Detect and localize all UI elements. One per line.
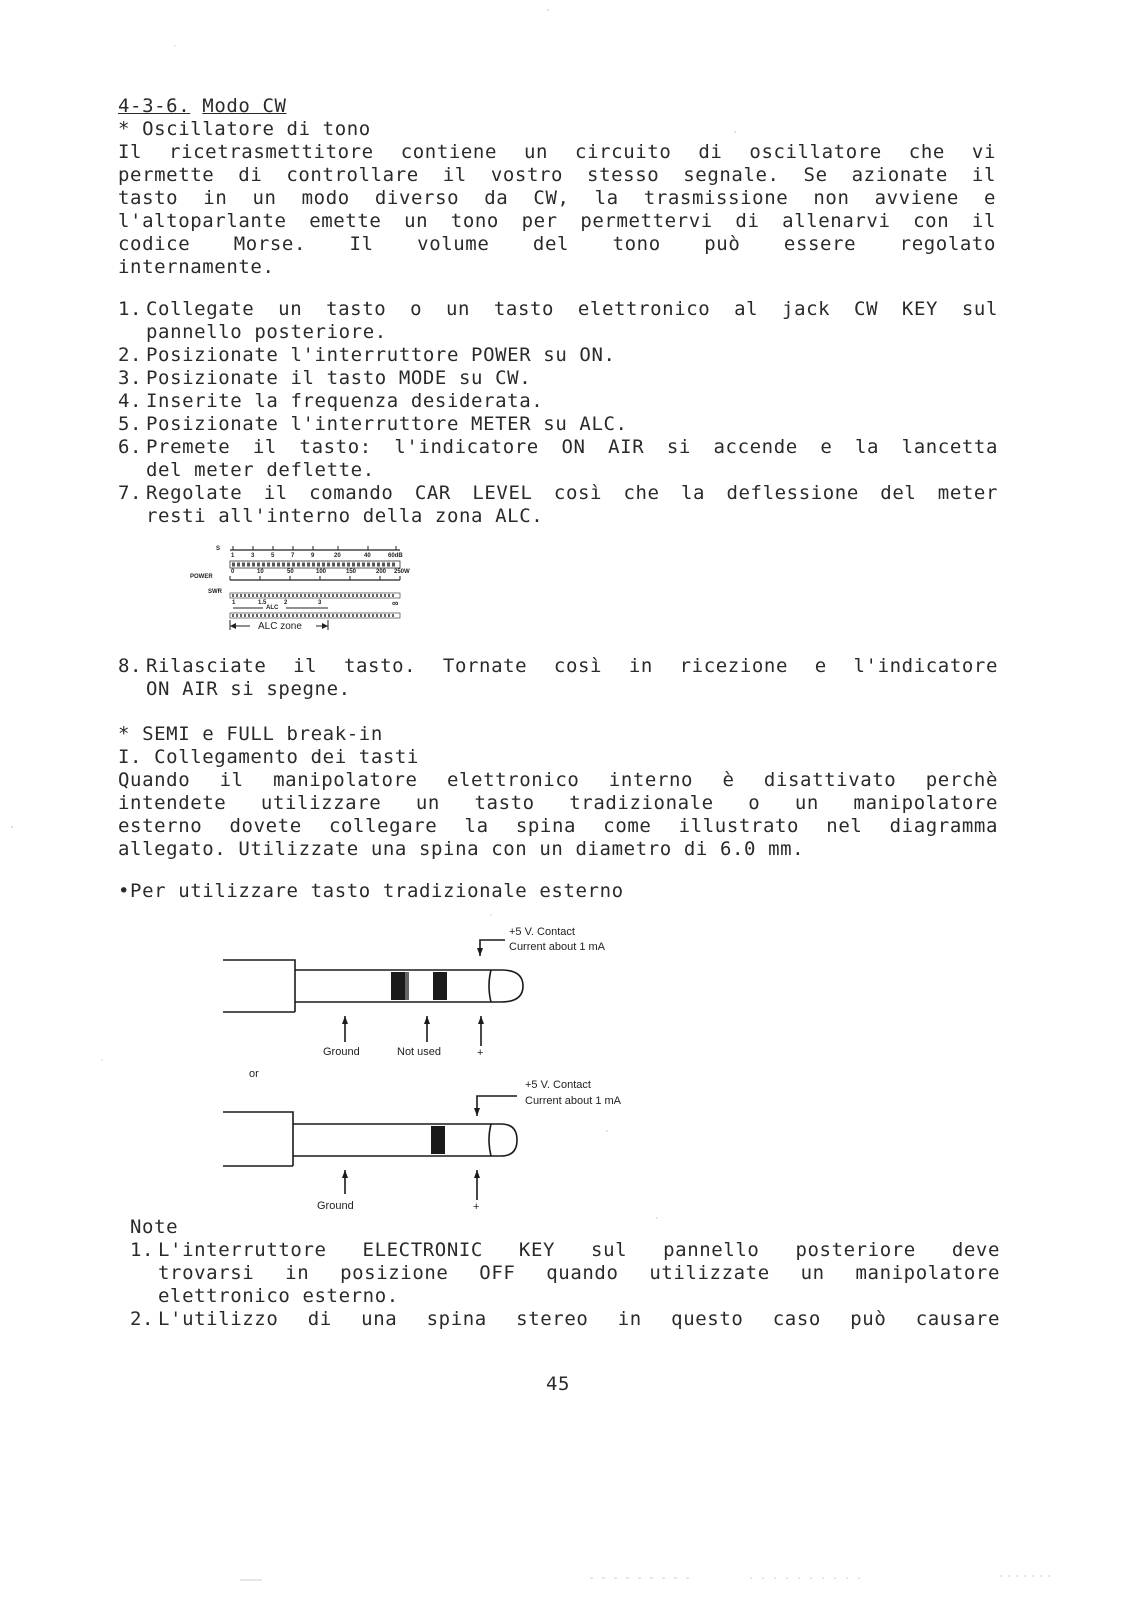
not-used-label: Not used bbox=[397, 1046, 442, 1058]
paragraph-line: internamente. bbox=[118, 256, 275, 278]
breakin-paragraph bbox=[118, 769, 998, 861]
step-text: Collegate un tasto o un tasto elettronico al jack CW KEY sul bbox=[146, 298, 998, 320]
ground-label: Ground bbox=[323, 1046, 360, 1058]
list-item bbox=[118, 390, 998, 413]
power-scale-label: POWER bbox=[190, 574, 213, 580]
list-item bbox=[118, 344, 998, 367]
step-text: Regolate il comando CAR LEVEL così che la deflessione del meter bbox=[146, 482, 998, 504]
steps-list bbox=[118, 298, 998, 528]
paragraph-line: allegato. Utilizzate una spina con un diametro di 6.0 mm. bbox=[118, 838, 805, 860]
plus-label: + bbox=[477, 1047, 484, 1059]
power-tick-label: 50 bbox=[287, 569, 294, 575]
s-tick-label: 60dB bbox=[388, 553, 403, 559]
step-8 bbox=[118, 655, 998, 701]
step-number: 5. bbox=[118, 413, 143, 435]
power-tick-label: 10 bbox=[257, 569, 264, 575]
plug-section-text: Per utilizzare tasto tradizionale esterno bbox=[130, 880, 624, 902]
swr-tick-label: 1 bbox=[232, 600, 236, 606]
power-tick-label: 150 bbox=[346, 569, 357, 575]
s-tick-label: 20 bbox=[334, 553, 341, 559]
breakin-heading: * SEMI e FULL break-in bbox=[118, 723, 383, 745]
meter-scale-drawing bbox=[188, 542, 418, 642]
section-title: Modo CW bbox=[202, 95, 287, 117]
s-tick-label: 1 bbox=[231, 553, 235, 559]
step-number: 3. bbox=[118, 367, 143, 389]
swr-tick-label: ∞ bbox=[392, 598, 399, 608]
power-tick-label: 0 bbox=[231, 569, 235, 575]
page-number: 45 bbox=[546, 1373, 571, 1395]
paragraph-line: esterno dovete collegare la spina come illustrato nel diagramma bbox=[118, 815, 998, 837]
s-tick-label: 40 bbox=[364, 553, 371, 559]
plug-diagram-drawing bbox=[215, 920, 675, 1220]
step-number: 7. bbox=[118, 482, 143, 504]
alc-label: ALC bbox=[266, 605, 279, 611]
section-heading bbox=[118, 95, 287, 118]
alc-zone-label: ALC zone bbox=[258, 621, 302, 632]
list-item bbox=[118, 655, 998, 701]
s-tick-label: 5 bbox=[271, 553, 275, 559]
s-tick-label: 9 bbox=[311, 553, 315, 559]
step-text: Posizionate il tasto MODE su CW. bbox=[146, 367, 532, 389]
contact-current-label: Current about 1 mA bbox=[509, 941, 605, 953]
notes-heading: Note bbox=[130, 1216, 179, 1238]
paragraph-line: permette di controllare il vostro stesso segnale. Se azionate il bbox=[118, 164, 996, 186]
s-tick-label: 3 bbox=[251, 553, 255, 559]
paragraph-line: codice Morse. Il volume del tono può essere regolato bbox=[118, 233, 996, 255]
step-text: Premete il tasto: l'indicatore ON AIR si accende e la lancetta bbox=[146, 436, 998, 458]
step-text: pannello posteriore. bbox=[146, 321, 387, 343]
step-number: 4. bbox=[118, 390, 143, 412]
swr-tick-label: 2 bbox=[284, 600, 288, 606]
list-item bbox=[130, 1308, 1000, 1331]
step-number: 8. bbox=[118, 655, 143, 677]
paragraph-line: intendete utilizzare un tasto tradizionale o un manipolatore bbox=[118, 792, 998, 814]
step-number: 6. bbox=[118, 436, 143, 458]
step-text: Inserite la frequenza desiderata. bbox=[146, 390, 544, 412]
s-tick-label: 7 bbox=[291, 553, 295, 559]
note-text: L'utilizzo di una spina stereo in questo caso può causare bbox=[158, 1308, 1000, 1330]
breakin-subheading: I. Collegamento dei tasti bbox=[118, 746, 419, 768]
or-label: or bbox=[249, 1068, 259, 1080]
list-item bbox=[118, 436, 998, 482]
contact-voltage-label: +5 V. Contact bbox=[509, 926, 575, 938]
list-item bbox=[130, 1239, 1000, 1308]
note-text: elettronico esterno. bbox=[158, 1285, 399, 1307]
step-text: Posizionate l'interruttore METER su ALC. bbox=[146, 413, 628, 435]
note-number: 2. bbox=[130, 1308, 155, 1330]
note-number: 1. bbox=[130, 1239, 155, 1261]
step-number: 2. bbox=[118, 344, 143, 366]
swr-tick-label: 1.5 bbox=[258, 600, 267, 606]
bullet: • bbox=[118, 880, 131, 902]
notes-list bbox=[130, 1239, 1000, 1331]
paragraph-line: tasto in un modo diverso da CW, la trasmissione non avviene e bbox=[118, 187, 996, 209]
swr-scale-label: SWR bbox=[208, 589, 222, 595]
step-text: del meter deflette. bbox=[146, 459, 375, 481]
swr-tick-label: 3 bbox=[318, 600, 322, 606]
contact-current-label: Current about 1 mA bbox=[525, 1095, 621, 1107]
tone-oscillator-paragraph bbox=[118, 141, 996, 279]
plug-section-heading bbox=[118, 880, 624, 903]
step-text: resti all'interno della zona ALC. bbox=[146, 505, 544, 527]
section-number: 4-3-6. bbox=[118, 95, 191, 117]
power-tick-label: 250W bbox=[394, 569, 410, 575]
note-text: trovarsi in posizione OFF quando utilizzate un manipolatore bbox=[158, 1262, 1000, 1284]
s-scale-label: S bbox=[216, 546, 221, 552]
paragraph-line: l'altoparlante emette un tono per permettervi di allenarvi con il bbox=[118, 210, 996, 232]
step-text: Rilasciate il tasto. Tornate così in ricezione e l'indicatore bbox=[146, 655, 998, 677]
contact-voltage-label: +5 V. Contact bbox=[525, 1079, 591, 1091]
step-text: ON AIR si spegne. bbox=[146, 678, 351, 700]
plus-label: + bbox=[473, 1201, 480, 1213]
meter-scale-figure bbox=[188, 542, 418, 642]
step-text: Posizionate l'interruttore POWER su ON. bbox=[146, 344, 616, 366]
ground-label: Ground bbox=[317, 1200, 354, 1212]
list-item bbox=[118, 413, 998, 436]
paragraph-line: Quando il manipolatore elettronico interno è disattivato perchè bbox=[118, 769, 998, 791]
tone-oscillator-heading: * Oscillatore di tono bbox=[118, 118, 371, 140]
paragraph-line: Il ricetrasmettitore contiene un circuito di oscillatore che vi bbox=[118, 141, 996, 163]
step-number: 1. bbox=[118, 298, 143, 320]
power-tick-label: 200 bbox=[376, 569, 387, 575]
note-text: L'interruttore ELECTRONIC KEY sul pannello posteriore deve bbox=[158, 1239, 1000, 1261]
plug-diagram bbox=[215, 920, 675, 1220]
list-item bbox=[118, 298, 998, 344]
list-item bbox=[118, 367, 998, 390]
list-item bbox=[118, 482, 998, 528]
power-tick-label: 100 bbox=[316, 569, 327, 575]
